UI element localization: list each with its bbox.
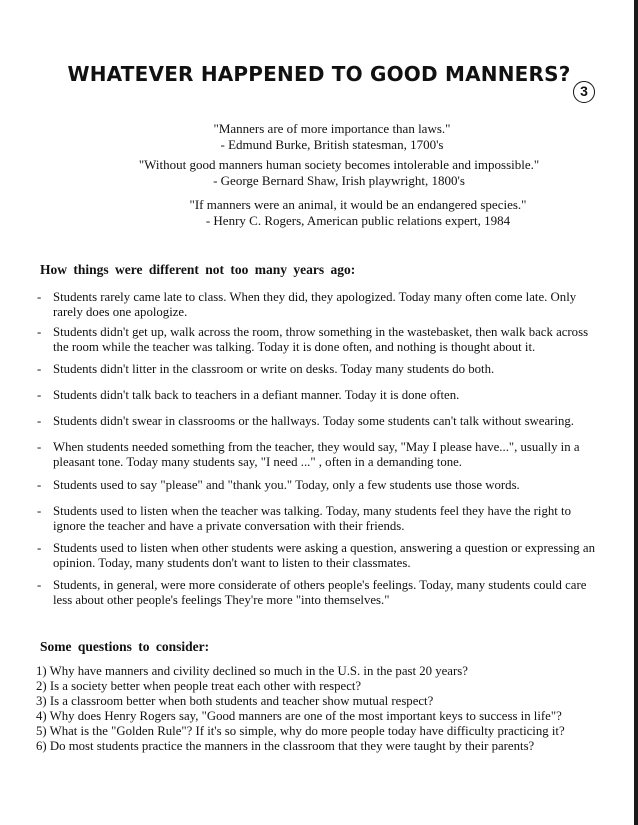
list-item-text: Students didn't litter in the classroom or write on desks. Today many students do both. <box>53 362 495 376</box>
list-item-text: Students didn't get up, walk across the room, throw something in the wastebasket, then walk back across the room while the teacher was talking. Today it is done often, and nothing is thought about it. <box>53 325 589 354</box>
quote-block <box>0 197 638 229</box>
question-item: 2) Is a society better when people treat each other with respect? <box>36 679 362 693</box>
page-title: WHATEVER HAPPENED TO GOOD MANNERS? <box>67 62 571 86</box>
list-item-text: Students used to listen when other students were asking a question, answering a question or expressing an opinion. Today, many students don't want to listen to their classmates. <box>53 541 595 570</box>
list-item-text: Students used to listen when the teacher was talking. Today, many students feel they have the right to ignore the teacher and have a private conversation with their friends. <box>53 504 571 533</box>
quote-attribution: - Henry C. Rogers, American public relations expert, 1984 <box>205 213 511 228</box>
quote-text: "Without good manners human society becomes intolerable and impossible." <box>138 157 540 172</box>
section-heading-questions: Some questions to consider: <box>40 639 210 654</box>
questions-list <box>36 664 596 754</box>
page-number-badge: 3 <box>573 81 595 103</box>
question-item: 3) Is a classroom better when both students and teacher show mutual respect? <box>36 694 434 708</box>
quote-text: "Manners are of more importance than laws." <box>213 121 451 136</box>
quote-block <box>0 157 638 189</box>
quote-text: "If manners were an animal, it would be an endangered species." <box>189 197 527 212</box>
question-item: 5) What is the "Golden Rule"? If it's so simple, why do more people today have difficulty practicing it? <box>36 724 565 738</box>
list-item-text: Students, in general, were more considerate of others people's feelings. Today, many students could care less about other people's feelings They're more "into themselves." <box>53 578 587 607</box>
quote-attribution: - Edmund Burke, British statesman, 1700's <box>220 137 444 152</box>
question-item: 6) Do most students practice the manners in the classroom that they were taught by their parents? <box>36 739 535 753</box>
list-item-text: Students didn't swear in classrooms or the hallways. Today some students can't talk without swearing. <box>53 414 574 428</box>
question-item: 4) Why does Henry Rogers say, "Good manners are one of the most important keys to success in life"? <box>36 709 562 723</box>
list-item-text: Students rarely came late to class. When they did, they apologized. Today many often come late. Only rarely does one apologize. <box>53 290 577 319</box>
quote-block <box>0 121 638 153</box>
list-item-text: Students didn't talk back to teachers in a defiant manner. Today it is done often. <box>53 388 460 402</box>
quote-attribution: - George Bernard Shaw, Irish playwright, 1800's <box>213 173 465 188</box>
list-item-text: Students used to say "please" and "thank you." Today, only a few students use those words. <box>53 478 520 492</box>
question-item: 1) Why have manners and civility declined so much in the U.S. in the past 20 years? <box>36 664 468 678</box>
list-item-text: When students needed something from the teacher, they would say, "May I please have...", usually in a pleasant tone. Today many students say, "I need ..." , often in a demanding tone. <box>53 440 580 469</box>
section-heading-differences: How things were different not too many years ago: <box>40 262 356 277</box>
